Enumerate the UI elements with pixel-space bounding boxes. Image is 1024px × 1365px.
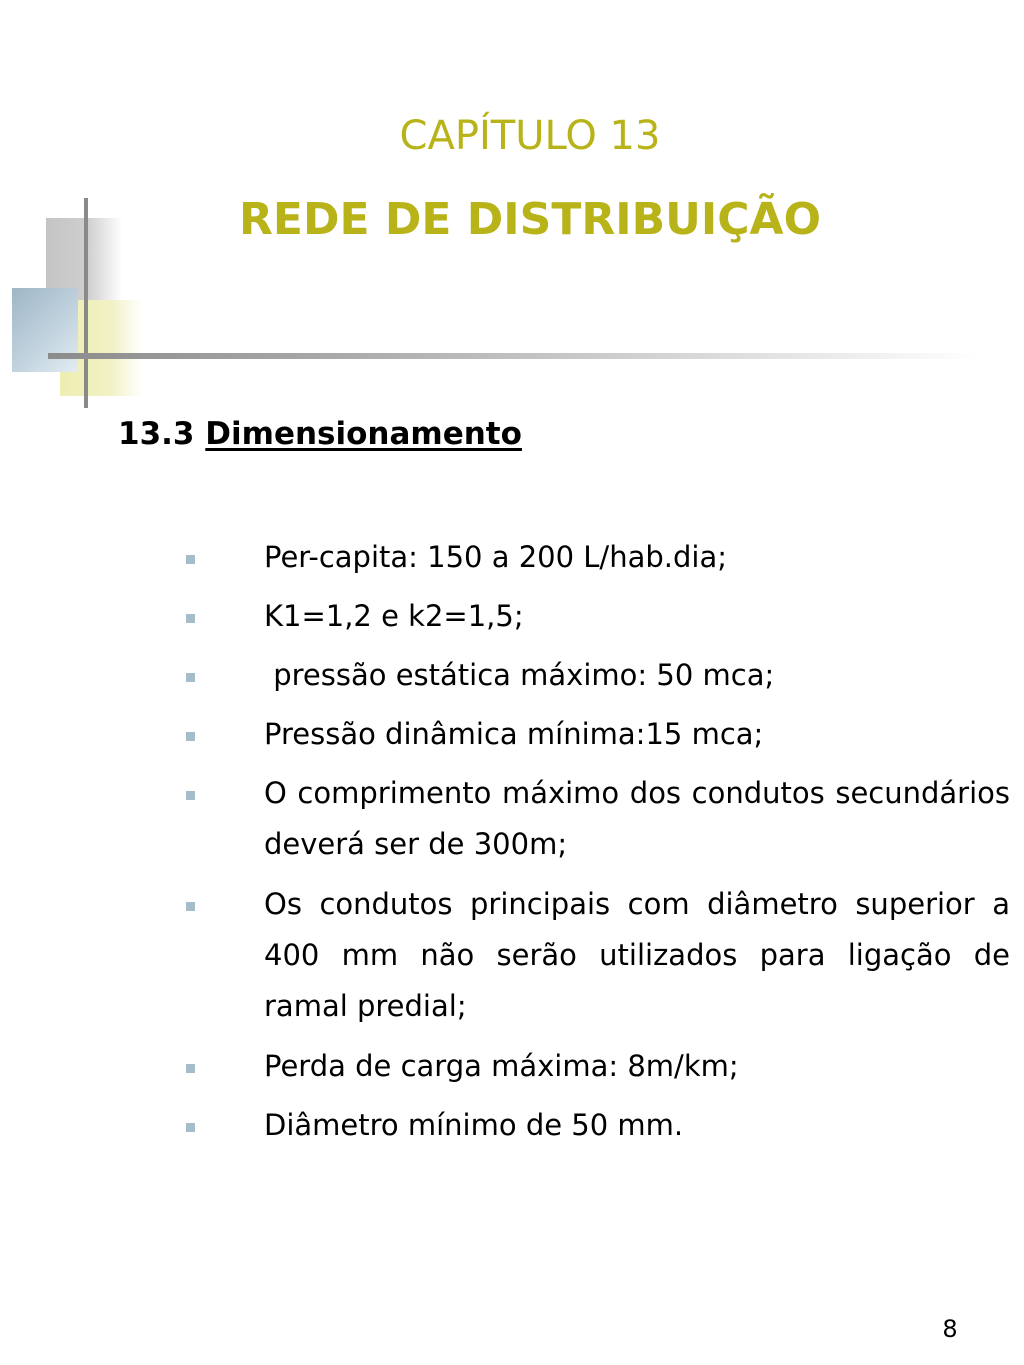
list-item: Per-capita: 150 a 200 L/hab.dia; xyxy=(264,540,727,574)
chapter-heading: CAPÍTULO 13 xyxy=(399,113,661,159)
bullet-marker-icon xyxy=(186,673,195,682)
list-item: Pressão dinâmica mínima:15 mca; xyxy=(264,717,764,751)
bullet-marker-icon xyxy=(186,1064,195,1073)
list-item: Perda de carga máxima: 8m/km; xyxy=(264,1049,739,1083)
list-item: pressão estática máximo: 50 mca; xyxy=(264,658,775,692)
list-item: Diâmetro mínimo de 50 mm. xyxy=(264,1108,684,1142)
bullet-marker-icon xyxy=(186,791,195,800)
section-number: 13.3 xyxy=(118,416,195,452)
list-item: Os condutos principais com diâmetro superior a 400 mm não serão utilizados para ligação de ramal predial; xyxy=(264,887,1010,1023)
decorative-horizontal-line xyxy=(48,353,978,359)
section-name: Dimensionamento xyxy=(205,416,522,452)
bullet-marker-icon xyxy=(186,1123,195,1132)
section-heading xyxy=(118,414,522,454)
decorative-blue-block xyxy=(12,288,78,372)
bullet-marker-icon xyxy=(186,902,195,911)
page-number: 8 xyxy=(942,1315,958,1343)
list-item: K1=1,2 e k2=1,5; xyxy=(264,599,524,633)
bullet-marker-icon xyxy=(186,555,195,564)
bullet-marker-icon xyxy=(186,732,195,741)
bullet-marker-icon xyxy=(186,614,195,623)
slide-title: REDE DE DISTRIBUIÇÃO xyxy=(239,194,821,245)
list-item: O comprimento máximo dos condutos secundários deverá ser de 300m; xyxy=(264,776,1010,861)
